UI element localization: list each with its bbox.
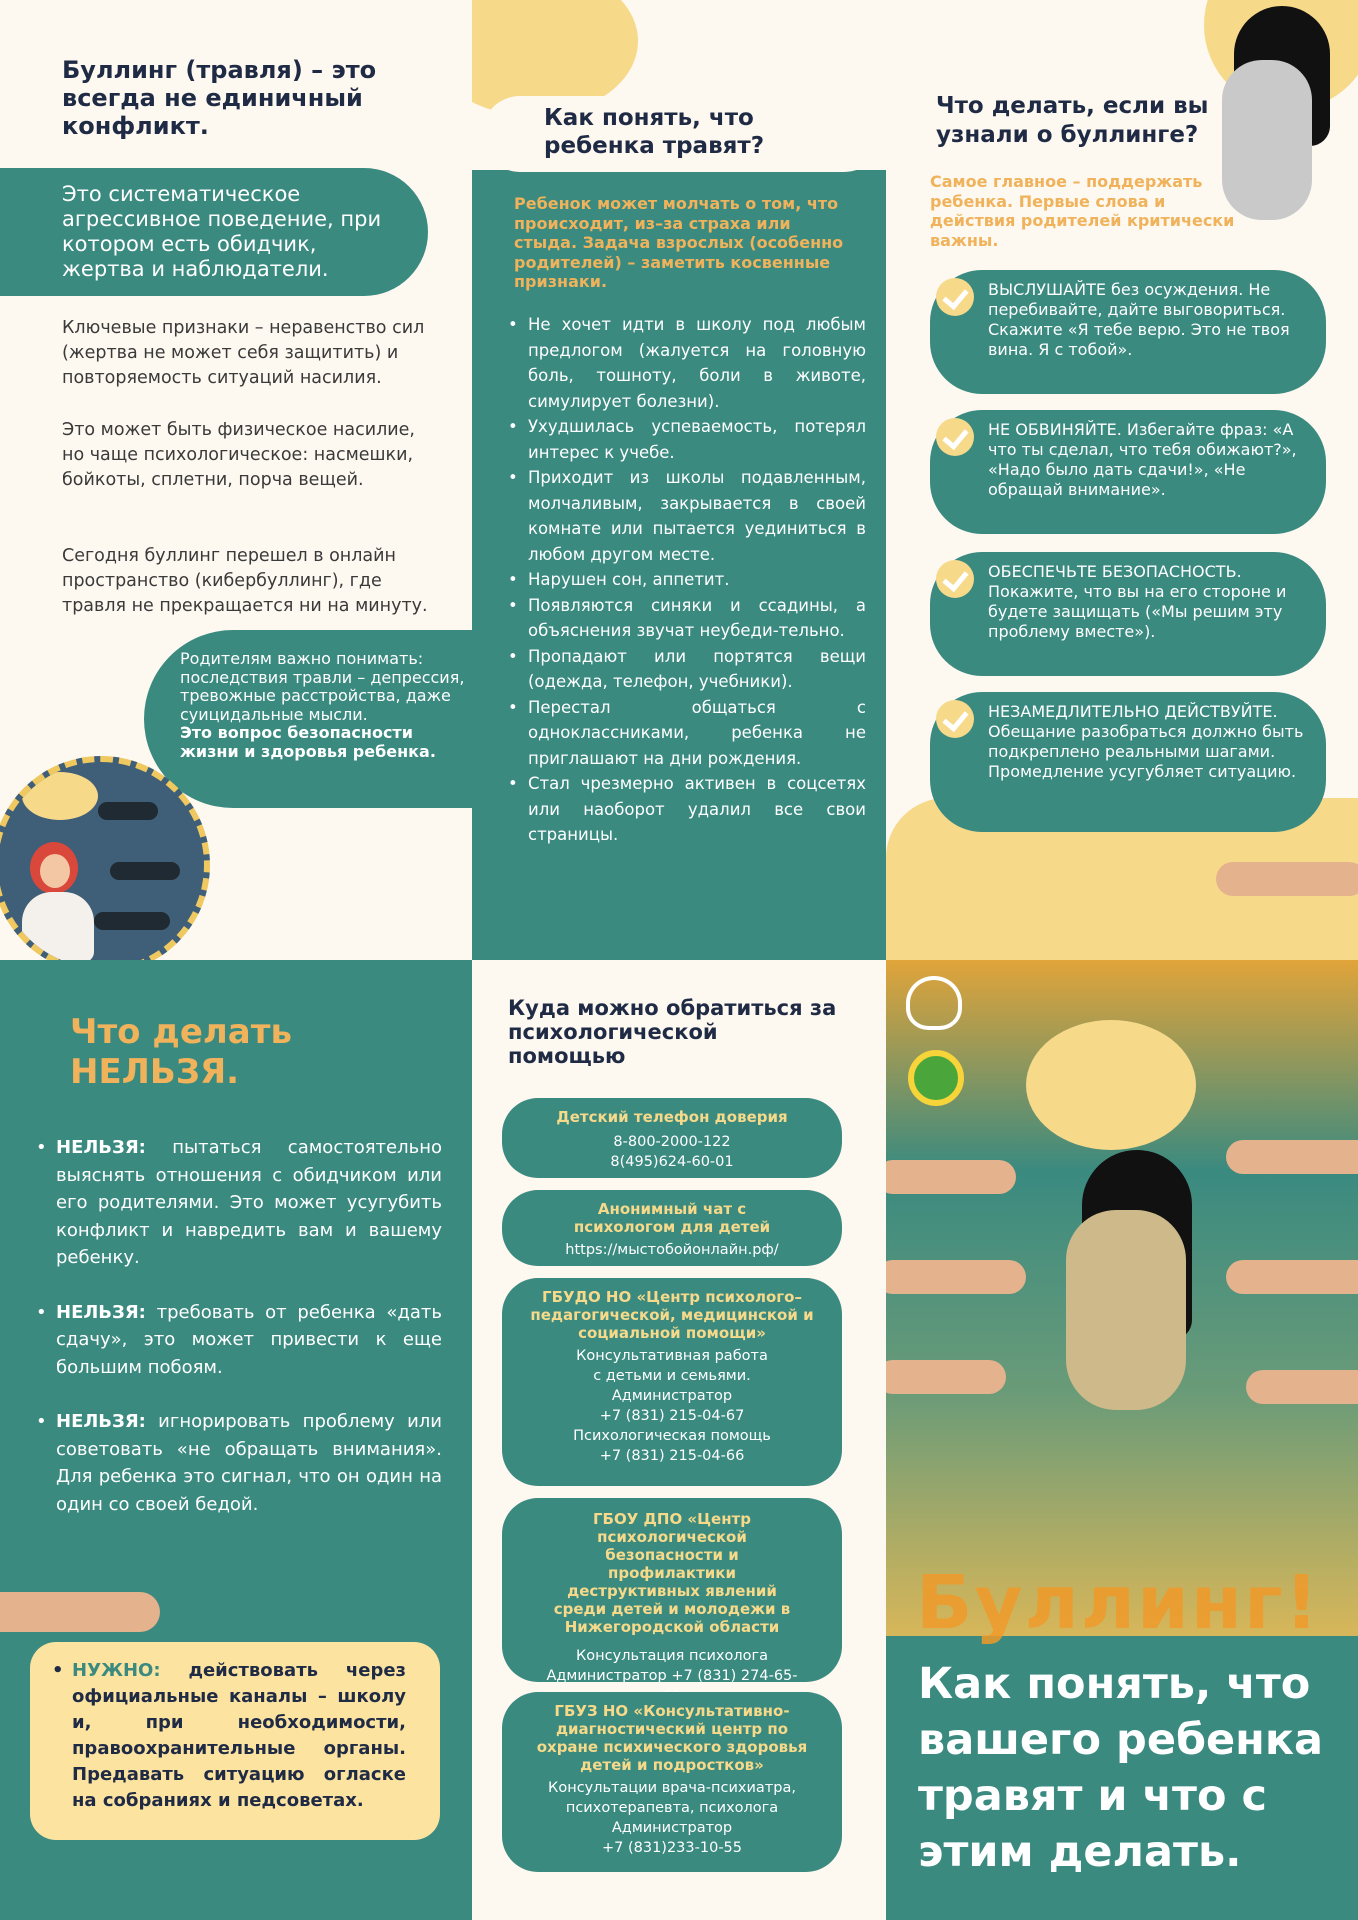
help-card [502, 1278, 842, 1486]
parents-bubble [144, 630, 472, 808]
pointing-hand-icon [98, 802, 158, 820]
panel-actions-title: Что делать, если вы узнали о буллинге? [936, 93, 1209, 148]
list-item: • Стал чрезмерно активен в соцсетях или наоборот удалил все свои страницы. [502, 771, 866, 848]
help-card-line: Консультация психолога [576, 1648, 768, 1664]
check-icon [936, 560, 974, 598]
action-text: без осуждения. Не перебивайте, дайте выговориться. Скажите «Я тебе верю. Это не твоя вина. Я с тобой». [988, 280, 1290, 359]
leaf-logo-icon [906, 976, 962, 1030]
help-card-line: Администратор [611, 1820, 733, 1836]
need-head: НУЖНО: [72, 1660, 161, 1681]
cover-big-word: Буллинг! [916, 1560, 1321, 1646]
help-card-line: +7 (831) 215-04-66 [599, 1448, 745, 1464]
forbidden-text: требовать от ребенка «дать сдачу», это может привести к еще большим побоям. [56, 1301, 442, 1378]
signs-intro: Ребенок может молчать о том, что происходит, из–за страха или стыда. Задача взрослых (особенно родителей) – заметить косвенные признаки. [514, 194, 844, 291]
action-head: ОБЕСПЕЧЬТЕ БЕЗОПАСНОСТЬ. [988, 562, 1242, 581]
signs-list [502, 312, 866, 848]
help-card [502, 1098, 842, 1178]
help-card-line: психотерапевта, психолога [565, 1800, 779, 1816]
help-card-line: 8(495)624-60-01 [610, 1154, 734, 1170]
check-icon [936, 418, 974, 456]
cyberbullying-paragraph: Сегодня буллинг перешел в онлайн пространство (кибербуллинг), где травля не прекращается ни на минуту. [62, 546, 428, 616]
help-card [502, 1190, 842, 1266]
panel-actions [886, 0, 1358, 960]
list-item: • Появляются синяки и ссадины, а объяснения звучат неубеди-тельно. [502, 593, 866, 644]
forbidden-head: НЕЛЬЗЯ: [56, 1411, 146, 1432]
list-item: • Не хочет идти в школу под любым предлогом (жалуется на головную боль, тошноту, боли в животе, симулирует болезни). [502, 312, 866, 414]
help-card-line: с детьми и семьями. [593, 1368, 751, 1384]
pointing-hand-icon [886, 1160, 1016, 1194]
parents-bubble-bold: Это вопрос безопасности жизни и здоровья ребенка. [180, 723, 436, 761]
forbidden-head: НЕЛЬЗЯ: [56, 1137, 146, 1158]
list-item [30, 1408, 442, 1518]
panel-forbidden-title [70, 1012, 292, 1092]
action-head: НЕЗАМЕДЛИТЕЛЬНО ДЕЙСТВУЙТЕ. [988, 702, 1278, 721]
forbidden-title-line2: НЕЛЬЗЯ. [70, 1052, 240, 1092]
list-item: • Пропадают или портятся вещи (одежда, телефон, учебники). [502, 644, 866, 695]
pointing-hand-icon [1226, 1140, 1358, 1174]
panel-signs-title: Как понять, что ребенка травят? [544, 105, 765, 159]
action-text: Избегайте фраз: «А что ты сделал, что тебя обижают?», «Надо было дать сдачи!», «Не обращай внимание». [988, 420, 1297, 499]
help-card-line: 8-800-2000-122 [613, 1134, 731, 1150]
action-item-safety [930, 552, 1326, 676]
key-signs-paragraph: Ключевые признаки – неравенство сил (жертва не может себя защитить) и повторяемость ситуаций насилия. [62, 318, 425, 388]
list-item: • Нарушен сон, аппетит. [502, 567, 866, 593]
help-card-line: +7 (831) 215-04-67 [599, 1408, 745, 1424]
definition-text: Это систематическое агрессивное поведение, при котором есть обидчик, жертва и наблюдатели. [62, 182, 382, 281]
action-head: НЕ ОБВИНЯЙТЕ. [988, 420, 1122, 439]
forbidden-text: игнорировать проблему или советовать «не обращать внимания». Для ребенка это сигнал, что он один на один со своей бедой. [56, 1411, 442, 1515]
help-card-title: ГБУДО НО «Центр психолого–педагогической, медицинской и социальной помощи» [530, 1288, 814, 1342]
parents-bubble-text: Родителям важно понимать: последствия травли – депрессия, тревожные расстройства, даже суицидальные мысли. [180, 649, 465, 724]
action-text: Обещание разобраться должно быть подкреплено реальными шагами. Промедление усугубляет ситуацию. [988, 722, 1304, 781]
help-card-title: ГБОУ ДПО «Центр психологической безопасности и профилактики деструктивных явлений среди детей и молодежи в Нижегородской области [553, 1510, 791, 1636]
check-icon [936, 700, 974, 738]
pointing-hand-icon [886, 1260, 1026, 1294]
pointing-hand-icon [1216, 862, 1358, 896]
action-head: ВЫСЛУШАЙТЕ [988, 280, 1106, 299]
help-card-title: Анонимный чат с психологом для детей [573, 1200, 771, 1236]
action-item-no-blame [930, 410, 1326, 534]
help-card-title: Детский телефон доверия [556, 1108, 788, 1126]
forbidden-title-line1: Что делать [70, 1012, 292, 1052]
speech-bubble-icon [22, 772, 98, 820]
help-card-line: Консультативная работа [576, 1348, 768, 1364]
action-text: Покажите, что вы на его стороне и будете защищать («Мы решим эту проблему вместе»). [988, 582, 1287, 641]
list-item: • Ухудшилась успеваемость, потерял интерес к учебе. [502, 414, 866, 465]
pointing-hand-icon [886, 1360, 1006, 1394]
definition-pill [0, 168, 428, 296]
list-item [30, 1299, 442, 1382]
help-card-line: Администратор +7 (831) 274-65- [546, 1668, 798, 1684]
pointing-hand-icon [1226, 1260, 1358, 1294]
forbidden-list [30, 1134, 442, 1518]
check-icon [936, 278, 974, 316]
panel-help-title: Куда можно обратиться за психологической помощью [508, 996, 837, 1068]
need-box [30, 1642, 440, 1840]
help-card-line: +7 (831)233-10-55 [601, 1840, 742, 1856]
need-item [46, 1658, 406, 1814]
pointing-hand-icon [94, 912, 170, 930]
forbidden-text: пытаться самостоятельно выяснять отношения с обидчиком или его родителями. Это может усугубить конфликт и навредить вам и вашему ребенку. [56, 1137, 442, 1268]
pointing-hand-icon [1246, 1370, 1358, 1404]
panel-cover [886, 960, 1358, 1920]
help-card [502, 1498, 842, 1682]
help-card [502, 1692, 842, 1872]
panel-signs [472, 0, 886, 960]
actions-intro: Самое главное – поддержать ребенка. Первые слова и действия родителей критически важны. [930, 172, 1235, 250]
list-item [30, 1134, 442, 1272]
panel-forbidden [0, 960, 472, 1920]
forbidden-head: НЕЛЬЗЯ: [56, 1301, 146, 1323]
pointing-hand-icon [0, 1592, 160, 1632]
panel-help [472, 960, 886, 1920]
action-item-act-now [930, 692, 1326, 832]
violence-types-paragraph: Это может быть физическое насилие, но чаще психологическое: насмешки, бойкоты, сплетни, порча вещей. [62, 420, 415, 490]
list-item: • Перестал общаться с одноклассниками, ребенка не приглашают на дни рождения. [502, 695, 866, 772]
need-text: действовать через официальные каналы – школу и, при необходимости, правоохранительные органы. Предавать ситуацию огласке на собраниях и педсоветах. [72, 1660, 406, 1811]
signs-title-pill [482, 96, 882, 172]
cover-headline: Как понять, что вашего ребенка травят и что с этим делать. [918, 1659, 1324, 1877]
crouching-child-illustration [1066, 1210, 1186, 1410]
girl-figure-icon [18, 842, 98, 960]
panel-intro-title: Буллинг (травля) – это всегда не единичный конфликт. [62, 56, 377, 140]
help-card-line: Администратор [611, 1388, 733, 1404]
help-card-line: https://мыстобойонлайн.рф/ [565, 1242, 779, 1258]
help-card-line: Психологическая помощь [573, 1428, 771, 1444]
sun-logo-icon [908, 1050, 964, 1106]
panel-intro [0, 0, 472, 960]
thought-bubble-illustration [1026, 1020, 1196, 1150]
help-card-title: ГБУЗ НО «Консультативно-диагностический центр по охране психического здоровья детей и подростков» [536, 1702, 808, 1774]
help-card-line: Консультации врача-психиатра, [548, 1780, 796, 1796]
list-item: • Приходит из школы подавленным, молчаливым, закрывается в своей комнате или пытается уединиться в любом другом месте. [502, 465, 866, 567]
action-item-listen [930, 270, 1326, 394]
pointing-hand-icon [110, 862, 180, 880]
